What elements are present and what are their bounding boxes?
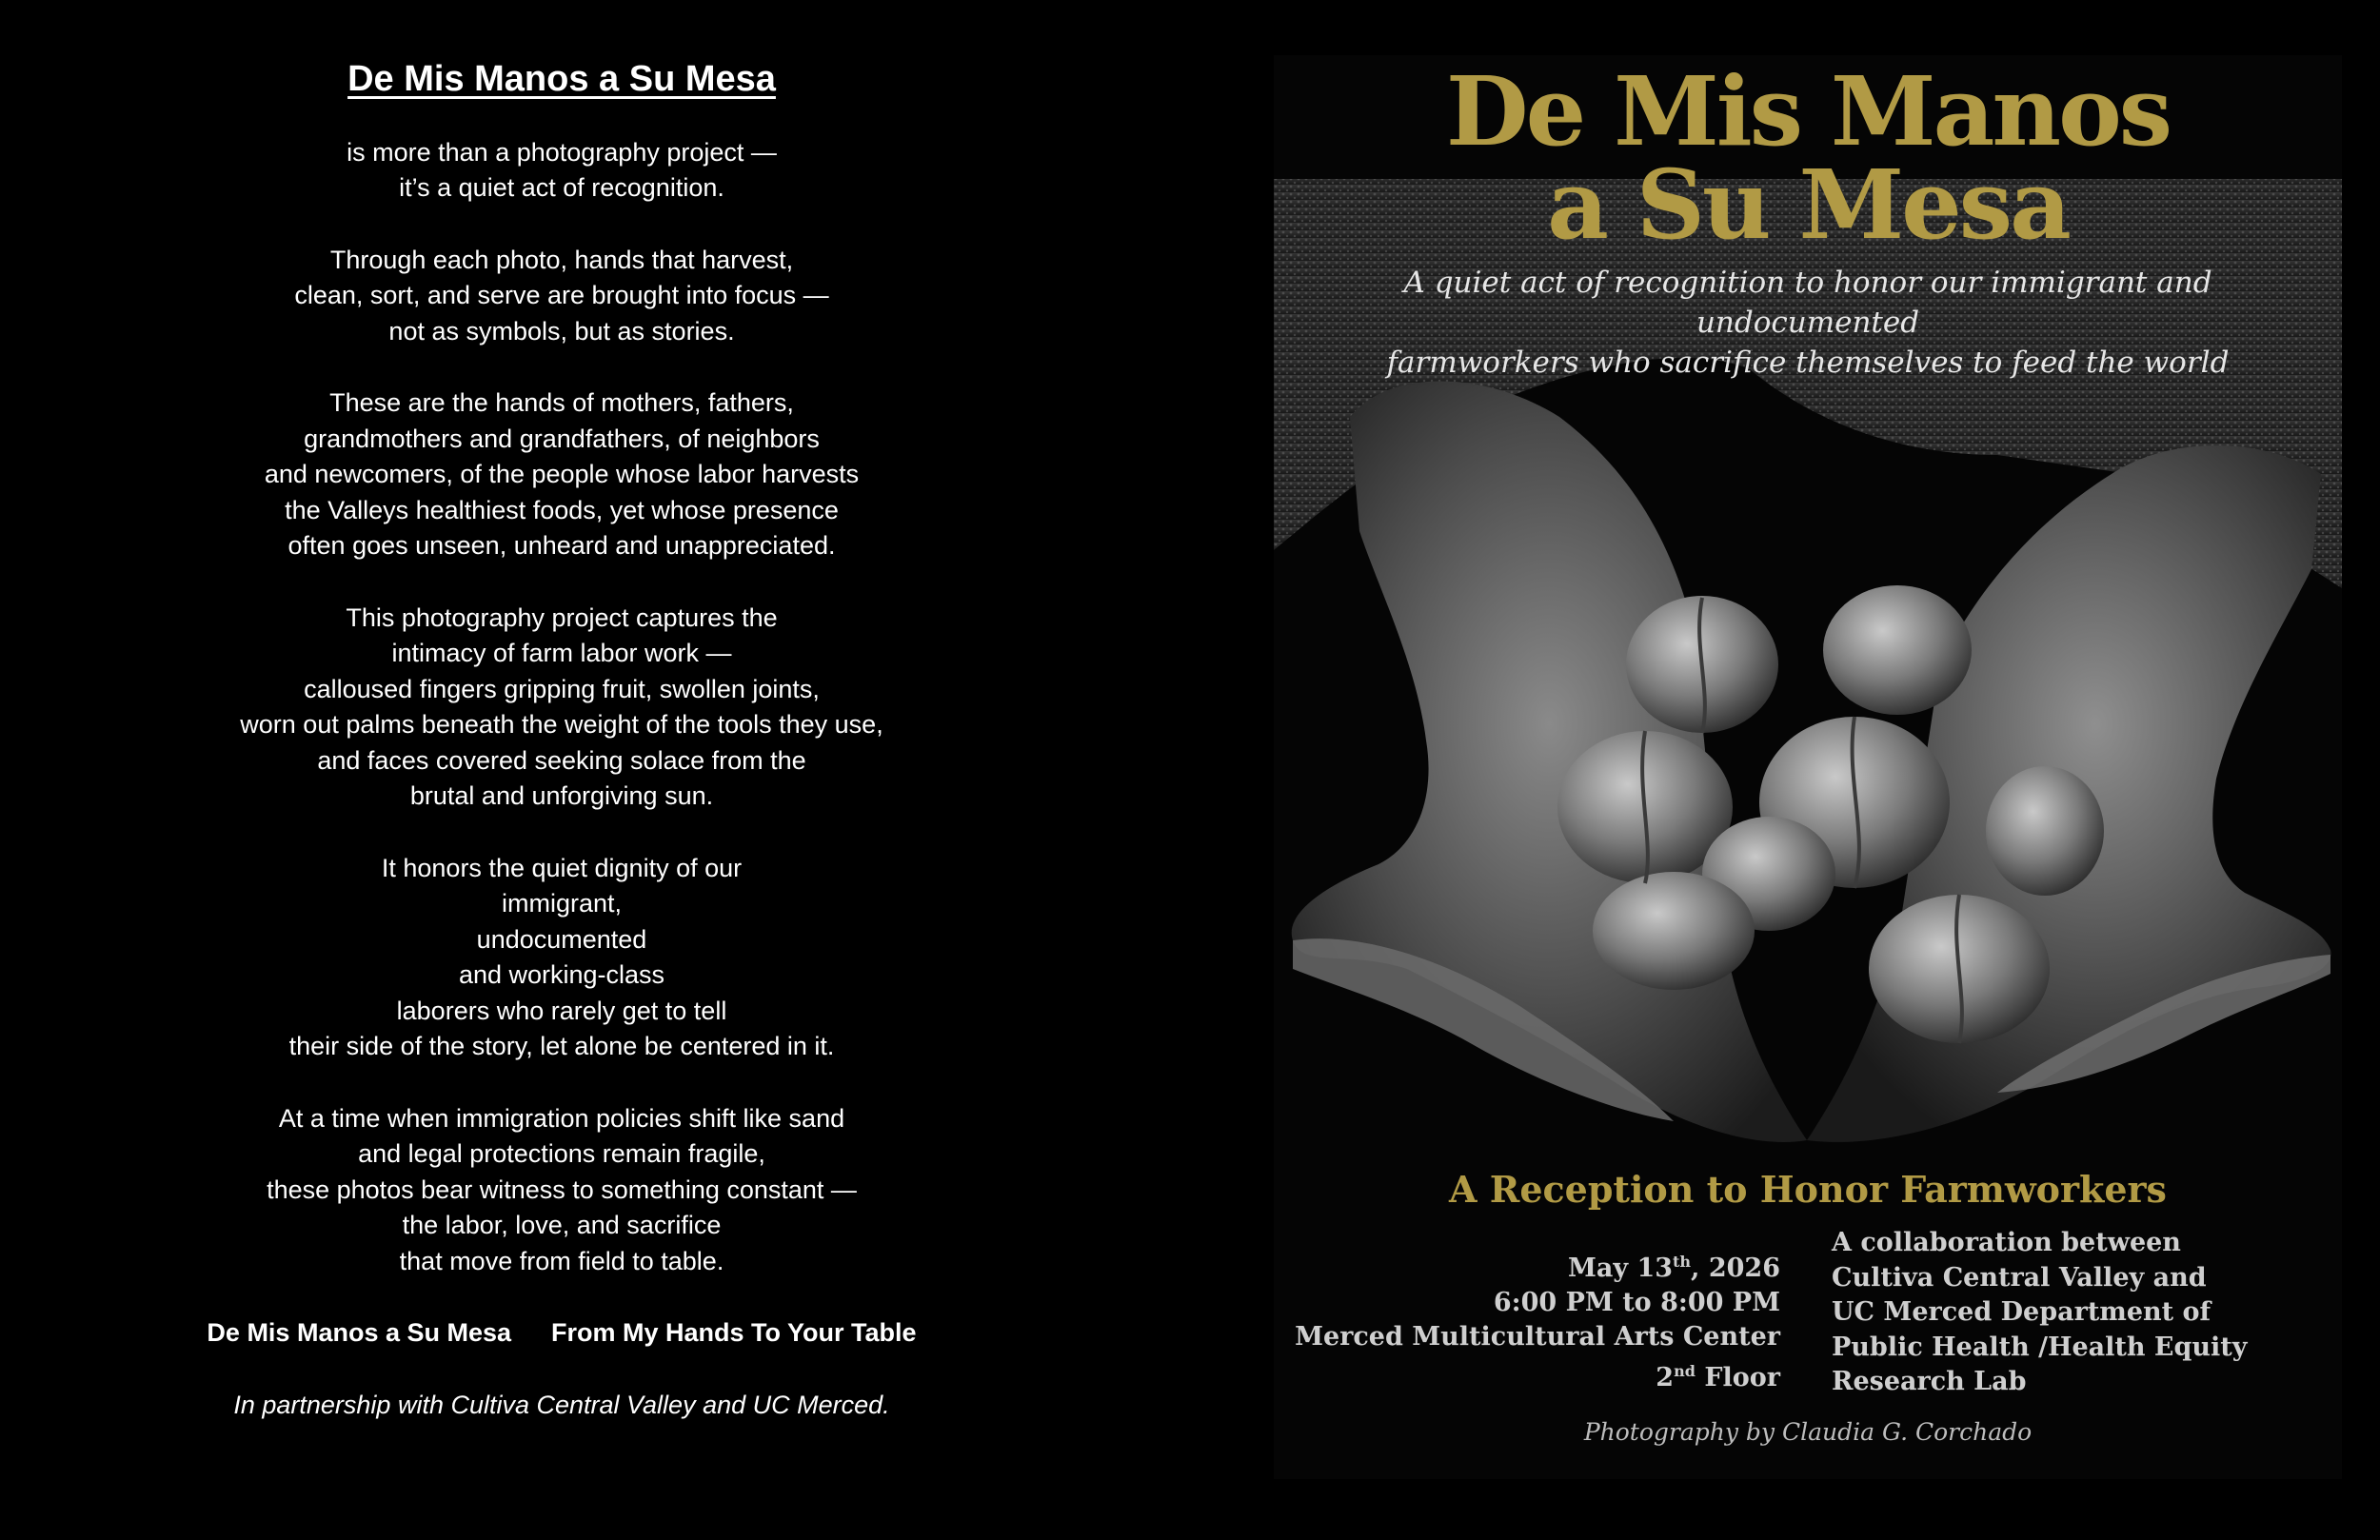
text-line: and newcomers, of the people whose labor harvests bbox=[264, 460, 860, 488]
paragraph-dignity bbox=[105, 851, 1019, 1065]
collaboration-note bbox=[1832, 1226, 2247, 1400]
poster-subtitle bbox=[1312, 263, 2304, 383]
left-title: De Mis Manos a Su Mesa bbox=[347, 59, 776, 99]
tagline-spanish: De Mis Manos a Su Mesa bbox=[207, 1318, 512, 1347]
event-floor-ordinal: nd bbox=[1674, 1362, 1696, 1380]
text-line: Through each photo, hands that harvest, bbox=[329, 245, 794, 274]
text-line: it’s a quiet act of recognition. bbox=[399, 173, 724, 202]
event-date-ordinal: th bbox=[1673, 1253, 1692, 1271]
text-line: At a time when immigration policies shift like sand bbox=[278, 1103, 845, 1133]
paragraph-intimacy bbox=[105, 601, 1019, 815]
partnership-note: In partnership with Cultiva Central Valley and UC Merced. bbox=[233, 1390, 890, 1419]
event-date bbox=[1295, 1245, 1780, 1286]
text-line: is more than a photography project — bbox=[347, 137, 777, 167]
text-line: their side of the story, let alone be centered in it. bbox=[288, 1032, 835, 1060]
event-details bbox=[1295, 1245, 1780, 1395]
tagline-english: From My Hands To Your Table bbox=[551, 1318, 917, 1347]
text-line: the Valleys healthiest foods, yet whose presence bbox=[285, 495, 839, 524]
text-line: This photography project captures the bbox=[346, 602, 778, 632]
text-line: clean, sort, and serve are brought into focus — bbox=[294, 281, 829, 309]
reception-heading: A Reception to Honor Farmworkers bbox=[1449, 1168, 2167, 1211]
event-floor bbox=[1295, 1354, 1780, 1395]
poster-title-line1: De Mis Manos bbox=[1445, 55, 2171, 168]
text-line: and faces covered seeking solace from the bbox=[317, 745, 806, 775]
text-line: brutal and unforgiving sun. bbox=[409, 781, 714, 810]
photo-credit: Photography by Claudia G. Corchado bbox=[1583, 1418, 2033, 1446]
collab-line: Cultiva Central Valley and bbox=[1832, 1262, 2207, 1293]
text-line: calloused fingers gripping fruit, swollen joints, bbox=[304, 674, 820, 703]
text-line: It honors the quiet dignity of our bbox=[381, 853, 743, 882]
event-time: 6:00 PM to 8:00 PM bbox=[1493, 1288, 1780, 1317]
collab-line: Research Lab bbox=[1832, 1367, 2027, 1396]
event-floor-number: 2 bbox=[1656, 1363, 1675, 1392]
paragraph-focus bbox=[105, 243, 1019, 350]
event-poster bbox=[1274, 55, 2342, 1479]
poster-title bbox=[1274, 55, 2342, 261]
collab-line: Public Health /Health Equity bbox=[1832, 1332, 2248, 1362]
poster-title-line2: a Su Mesa bbox=[1547, 148, 2069, 261]
collab-line: A collaboration between bbox=[1832, 1228, 2181, 1257]
text-line: undocumented bbox=[476, 924, 647, 954]
text-line: grandmothers and grandfathers, of neighbors bbox=[304, 424, 820, 453]
text-line: worn out palms beneath the weight of the tools they use, bbox=[240, 710, 883, 739]
text-line: intimacy of farm labor work — bbox=[391, 639, 732, 667]
left-text-panel bbox=[105, 57, 1019, 1423]
text-line: the labor, love, and sacrifice bbox=[402, 1211, 722, 1239]
text-line: and legal protections remain fragile, bbox=[358, 1139, 765, 1168]
text-line: that move from field to table. bbox=[399, 1246, 724, 1275]
text-line: and working-class bbox=[458, 960, 665, 989]
event-date-year: , 2026 bbox=[1691, 1254, 1780, 1283]
poster-subtitle-line1: A quiet act of recognition to honor our immigrant and undocumented bbox=[1403, 266, 2212, 340]
paragraph-intro bbox=[105, 135, 1019, 207]
paragraph-policy bbox=[105, 1101, 1019, 1280]
event-floor-label: Floor bbox=[1695, 1363, 1780, 1392]
collab-line: UC Merced Department of bbox=[1832, 1297, 2211, 1327]
text-line: not as symbols, but as stories. bbox=[388, 316, 735, 346]
event-date-text: May 13 bbox=[1567, 1254, 1674, 1283]
text-line: these photos bear witness to something constant — bbox=[267, 1175, 857, 1204]
text-line: laborers who rarely get to tell bbox=[396, 996, 727, 1025]
text-line: often goes unseen, unheard and unappreciated. bbox=[288, 531, 836, 560]
poster-subtitle-line2: farmworkers who sacrifice themselves to feed the world bbox=[1386, 346, 2230, 380]
event-venue: Merced Multicultural Arts Center bbox=[1295, 1322, 1780, 1352]
text-line: immigrant, bbox=[501, 889, 623, 918]
tagline-row bbox=[105, 1315, 1019, 1352]
paragraph-hands bbox=[105, 385, 1019, 564]
text-line: These are the hands of mothers, fathers, bbox=[329, 388, 794, 417]
